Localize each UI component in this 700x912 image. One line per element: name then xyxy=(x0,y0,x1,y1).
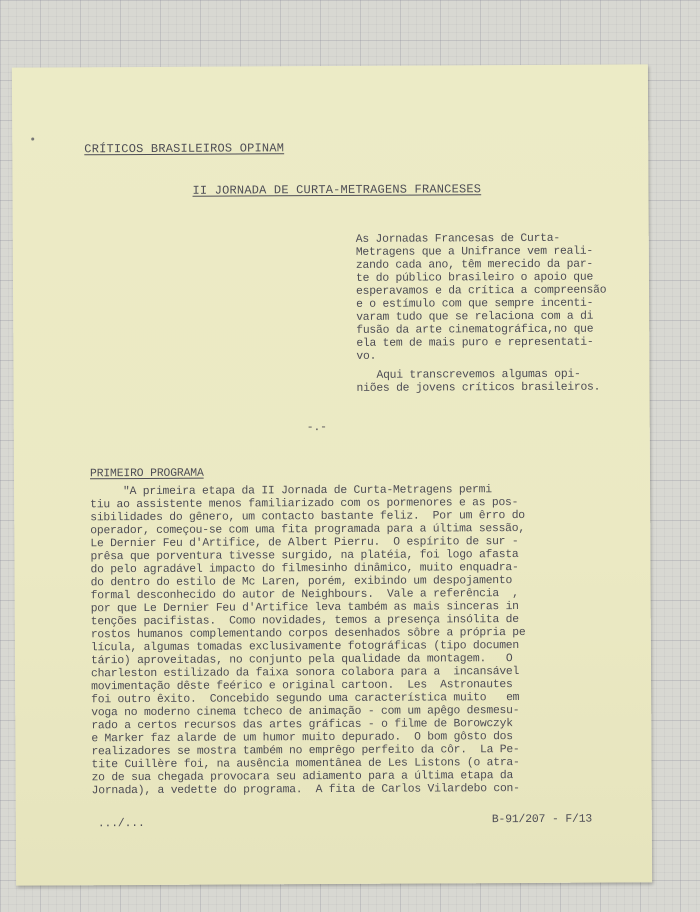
punch-mark xyxy=(31,138,34,141)
body-line: charleston estilizado da faixa sonora colabora para a incansável xyxy=(91,666,520,681)
intro-line: varam tudo que se relaciona com a di xyxy=(356,310,594,324)
body-line: realizadores se mostra também no emprêgo perfeito da côr. La Pe- xyxy=(91,744,520,759)
body-line: foi outro êxito. Concebido segundo uma característica muito em xyxy=(91,692,520,707)
body-line: rostos humanos complementando corpos desenhados sôbre a própria pe xyxy=(90,626,526,642)
body-line: tário) aproveitadas, no conjunto pela qualidade da montagem. O xyxy=(90,653,513,668)
continuation-mark: .../... xyxy=(97,817,145,831)
reference-code: B-91/207 - F/13 xyxy=(491,813,593,827)
intro-line: ela tem de mais puro e representati- xyxy=(356,336,594,350)
body-line: por que Le Dernier Feu d'Artifice leva também as mais sinceras in xyxy=(90,601,519,616)
typewritten-page xyxy=(12,64,652,885)
intro-line: fusão da arte cinematográfica,no que xyxy=(356,323,594,337)
body-line: formal desconhecido do autor de Neighbours. Vale a referência , xyxy=(90,588,519,603)
body-line: zo de sua chegada provocara seu adiamento para a última etapa da xyxy=(91,770,514,785)
body-line: tiu ao assistente menos familiarizado com os pormenores e as pos- xyxy=(90,497,519,512)
document-title: II JORNADA DE CURTA-METRAGENS FRANCESES xyxy=(192,182,482,198)
body-line: e Marker faz alarde de um humor muito depurado. O bom gôsto dos xyxy=(91,731,513,746)
intro-line: zando cada ano, têm merecido da par- xyxy=(355,258,594,272)
body-line: movimentação dêste feérico e original cartoon. Les Astronautes xyxy=(91,679,513,694)
intro-line: esperavamos e da crítica a compreensão xyxy=(356,284,607,298)
intro-line: niões de jovens críticos brasileiros. xyxy=(356,381,601,395)
intro-line: Aqui transcrevemos algumas opi- xyxy=(376,368,581,382)
body-line: rado a certos recursos das artes gráficas - o filme de Borowczyk xyxy=(91,718,513,733)
body-line: tite Cuillère foi, na ausência momentânea de Les Listons (o atra- xyxy=(91,757,520,772)
body-line: prêsa que porventura tivesse surgido, na platéia, foi logo afasta xyxy=(90,549,519,564)
body-line: do pelo agradável impacto do filmesinho dinâmico, muito enquadra- xyxy=(90,562,519,577)
body-line: do dentro do estilo de Mc Laren, porém, exibindo um despojamento xyxy=(90,575,513,590)
section-title: PRIMEIRO PROGRAMA xyxy=(89,467,204,481)
body-line: "A primeira etapa da II Jornada de Curta-Metragens permi xyxy=(90,484,492,499)
body-line: operador, começou-se com uma fita programada para a última sessão, xyxy=(90,522,525,538)
intro-line: te do público brasileiro o apoio que xyxy=(355,271,594,285)
intro-line: e o estímulo com que sempre incenti- xyxy=(356,297,594,311)
intro-line: As Jornadas Francesas de Curta- xyxy=(355,232,560,246)
intro-line: vo. xyxy=(356,350,377,363)
body-line: tenções pacifistas. Como novidades, temos a presença insólita de xyxy=(90,614,519,629)
body-line: Jornada), a vedette do programa. A fita de Carlos Vilardebo con- xyxy=(91,783,520,798)
body-paragraph xyxy=(90,483,652,798)
separator: -.- xyxy=(306,422,327,435)
body-line: voga no moderno cinema tcheco de animação - com um apêgo desmesu- xyxy=(91,705,520,720)
body-line: sibilidades do gênero, um contacto bastante feliz. Por um êrro do xyxy=(90,509,525,525)
body-line: Le Dernier Feu d'Artifice, de Albert Pierru. O espírito de sur - xyxy=(90,536,519,551)
document-header: CRÍTICOS BRASILEIROS OPINAM xyxy=(84,141,285,157)
intro-paragraph xyxy=(356,233,617,396)
intro-line: Metragens que a Unifrance vem reali- xyxy=(355,245,593,259)
body-line: lícula, algumas tomadas exclusivamente fotográficas (tipo documen xyxy=(90,640,519,655)
